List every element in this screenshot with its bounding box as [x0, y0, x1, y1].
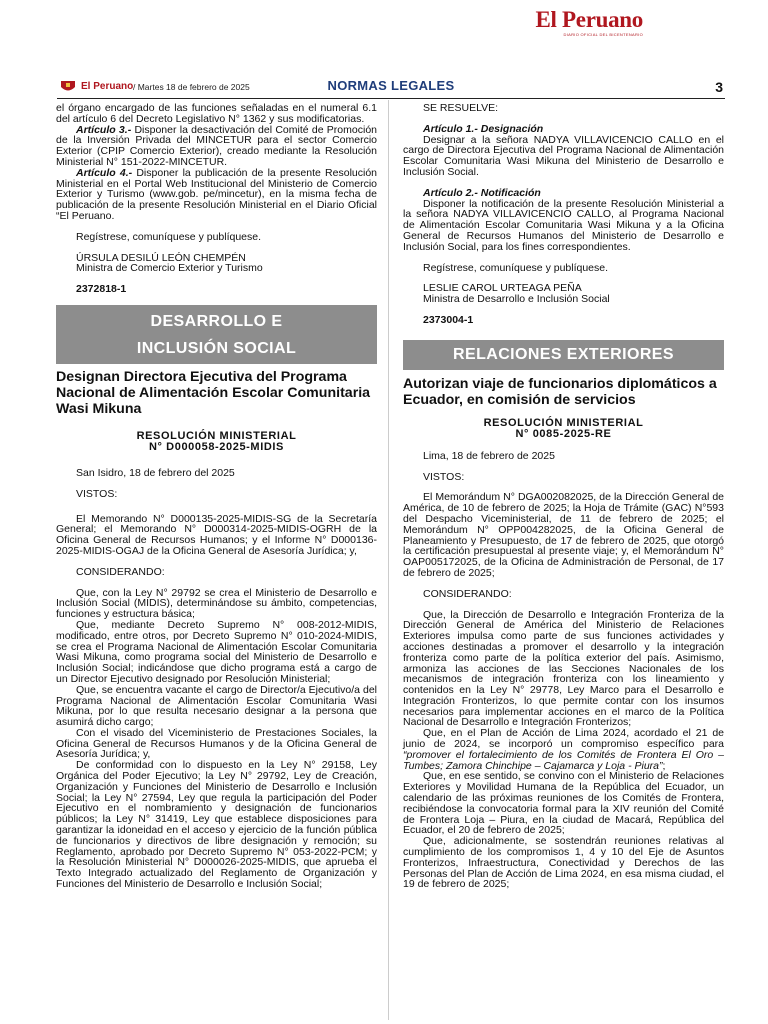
vistos-label: VISTOS: — [76, 487, 118, 500]
el-peruano-logo: El Peruano — [535, 7, 643, 32]
resolution-number: N° 0085-2025-RE — [515, 428, 612, 441]
considerando-text: Que, en el Plan de Acción de Lima 2024, acordado el 21 de junio de 2024, se incorporó un compromiso específico para — [403, 727, 724, 751]
masthead — [535, 8, 643, 37]
publication-code: 2372818-1 — [76, 283, 127, 296]
right-column — [403, 103, 724, 890]
resolution-title: RESOLUCIÓN MINISTERIAL — [483, 416, 644, 429]
page-number: 3 — [715, 79, 723, 95]
article-label: Artículo 3.- — [76, 123, 132, 136]
signer-name: ÚRSULA DESILÚ LEÓN CHEMPÉN — [76, 251, 246, 264]
considerando-paragraph: Que, se encuentra vacante el cargo de Director/a Ejecutivo/a del Programa Nacional de Alimentación Escolar Comunitaria Wasi Mikuna, por lo que resulta necesario designar a la persona que asumirá dicho cargo; — [56, 683, 377, 729]
left-column — [56, 103, 377, 890]
section-title: NORMAS LEGALES — [327, 78, 455, 93]
section-banner: RELACIONES EXTERIORES — [403, 340, 724, 370]
header-brand: El Peruano — [81, 81, 134, 92]
vistos-text: El Memorándum N° DGA002082025, de la Dirección General de América, de 10 de febrero de 2025; la Hoja de Trámite (GAC) N°593 del Despacho Viceministerial, de 11 de febrero de 2025; el Memorándum N° OPP004282025, de la Oficina General de Planeamiento y Presupuesto, de 17 de febrero de 2025, que otorgó la certificación presupuestal al presente viaje; y, el Memorándum N° OAP005172025, de la Oficina de Administración de Personal, de 17 de febrero de 2025; — [403, 491, 724, 579]
registrese-line: Regístrese, comuníquese y publíquese. — [423, 261, 609, 274]
considerando-paragraph: Que, con la Ley N° 29792 se crea el Ministerio de Desarrollo e Inclusión Social (MIDIS), determinándose su ámbito, competencias, funciones y estructura básica; — [56, 586, 377, 621]
article-2-label — [403, 188, 724, 199]
article-label: Artículo 4.- — [76, 166, 133, 179]
masthead-tagline: DIARIO OFICIAL DEL BICENTENARIO — [563, 32, 643, 37]
considerando-label: CONSIDERANDO: — [423, 587, 512, 600]
article-4 — [56, 168, 377, 222]
banner-line: DESARROLLO E — [150, 312, 283, 330]
place-date: Lima, 18 de febrero de 2025 — [423, 449, 555, 462]
considerando-paragraph: De conformidad con lo dispuesto en la Ley N° 29158, Ley Orgánica del Poder Ejecutivo; la Ley N° 29792, Ley de Creación, Organización y Funciones del Ministerio de Desarrollo e Inclusión Social; la Ley N° 27594, Ley que regula la participación del Poder Ejecutivo en el nombramiento y designación de funcionarios públicos; la Ley N° 31419, Ley que establece disposiciones para garantizar la idoneidad en el acceso y ejercicio de la función pública de funcionarios y directivos de libre designación y remoción; su Reglamento, aprobado por Decreto Supremo N° 053-2022-PCM; y la Resolución Ministerial N° D000026-2025-MIDIS, que aprueba el Texto Integrado actualizado del Reglamento de Organización y Funciones del Ministerio de Desarrollo e Inclusión Social; — [56, 759, 377, 891]
article-headline: Autorizan viaje de funcionarios diplomáticos a Ecuador, en comisión de servicios — [403, 375, 717, 408]
article-label: Artículo 1.- Designación — [423, 122, 544, 135]
considerando-paragraph: Con el visado del Viceministerio de Prestaciones Sociales, la Oficina General de Recursos Humanos y de la Oficina General de Asesoría Jurídica; y, — [56, 726, 377, 761]
article-2-text: Disponer la notificación de la presente Resolución Ministerial a la señora NADYA VILLAVICENCIO CALLO, al Programa Nacional de Alimentación Escolar Comunitaria Wasi Mikuna y a la Oficina General de Recursos Humanos del Ministerio de Desarrollo e Inclusión Social, para los fines correspondientes. — [403, 197, 724, 253]
considerando-paragraph — [403, 728, 724, 771]
place-date: San Isidro, 18 de febrero del 2025 — [76, 466, 235, 479]
registrese-line: Regístrese, comuníquese y publíquese. — [76, 230, 262, 243]
banner-line: INCLUSIÓN SOCIAL — [136, 339, 297, 357]
signer-title: Ministra de Desarrollo e Inclusión Social — [423, 293, 610, 306]
vistos-text: El Memorando N° D000135-2025-MIDIS-SG de la Secretaría General; el Memorando N° D000314-2025-MIDIS-OGRH de la Oficina General de Recursos Humanos; y el Informe N° D000136-2025-MIDIS-OGAJ de la Oficina General de Asesoría Jurídica; y, — [56, 512, 377, 557]
article-3 — [56, 125, 377, 168]
considerando-paragraph: Que, mediante Decreto Supremo N° 008-2012-MIDIS, modificado, entre otros, por Decreto Supremo N° 010-2024-MIDIS, se crea el Programa Nacional de Alimentación Escolar Comunitaria Wasi Mikuna, como programa social del Ministerio de Desarrollo e Inclusión Social; indicándose que dicho programa está a cargo de un Director Ejecutivo designado por Resolución Ministerial; — [56, 618, 377, 685]
resolution-number: N° D000058-2025-MIDIS — [148, 441, 284, 454]
se-resuelve: SE RESUELVE: — [423, 102, 499, 114]
considerando-paragraph: Que, en ese sentido, se convino con el Ministerio de Relaciones Exteriores y Movilidad Humana de la República del Ecuador, un calendario de las próximas reuniones de los Comités de Frontera, recibiéndose la convocatoria formal para la XIV reunión del Comité de Frontera Loja – Piura, en la ciudad de Macará, República del Ecuador, el 20 de febrero de 2025; — [403, 770, 724, 837]
article-label: Artículo 2.- Notificación — [423, 186, 541, 199]
article-headline: Designan Directora Ejecutiva del Programa Nacional de Alimentación Escolar Comunitaria Wasi Mikuna — [56, 368, 371, 417]
page-header — [57, 78, 725, 99]
publication-code: 2373004-1 — [423, 313, 474, 326]
vistos-label: VISTOS: — [423, 470, 465, 483]
article-text: Disponer la publicación de la presente Resolución Ministerial en el Portal Web Institucional del Ministerio de Comercio Exterior y Turismo (www.gob. pe/mincetur), en la misma fecha de publicación de la presente Resolución Ministerial en el Diario Oficial “El Peruano. — [56, 166, 378, 222]
article-1-text: Designar a la señora NADYA VILLAVICENCIO CALLO en el cargo de Directora Ejecutiva del Programa Nacional de Alimentación Escolar Comunitaria Wasi Mikuna del Ministerio de Desarrollo e Inclusión Social. — [403, 133, 724, 178]
resolution-title: RESOLUCIÓN MINISTERIAL — [136, 429, 297, 442]
column-divider — [388, 100, 389, 1020]
considerando-label: CONSIDERANDO: — [76, 565, 165, 578]
considerando-paragraph: Que, adicionalmente, se sostendrán reuniones relativas al cumplimiento de los compromisos 1, 4 y 10 del Eje de Asuntos Fronterizos, Infraestructura, Conectividad y Derechos de las Personas del Plan de Acción de Lima 2024, en esa misma ciudad, el 19 de febrero de 2025; — [403, 835, 724, 891]
header-date: / Martes 18 de febrero de 2025 — [133, 82, 250, 92]
considerando-quote: “promover el fortalecimiento de los Comités de Frontera El Oro – Tumbes; Zamora Chinchipe – Cajamarca y Loja - Piura” — [403, 748, 724, 772]
considerando-text: ; — [662, 759, 666, 772]
article-1-label — [403, 124, 724, 135]
considerando-paragraph: Que, la Dirección de Desarrollo e Integración Fronteriza de la Dirección General de América del Ministerio de Relaciones Exteriores impulsa como parte de sus funciones actividades y acciones destinadas a promover el desarrollo y la integración fronteriza como parte de la política exterior del país. Asimismo, armoniza las acciones de las Secciones Nacionales de los mecanismos de integración fronteriza con los lineamiento y contenidos en la Ley N° 29778, Ley Marco para el Desarrollo e Integración Fronterizos, lo que permite contar con los insumos necesarios para implementar acciones en el marco de la Política Nacional de Desarrollo e Integración Fronterizos; — [403, 608, 724, 729]
signer-name: LESLIE CAROL URTEAGA PEÑA — [423, 282, 582, 295]
article-text: Disponer la desactivación del Comité de Promoción de la Inversión Privada del MINCETUR para el sector Comercio Exterior (CPIP Comercio Exterior), creado mediante la Resolución Ministerial N° 151-2022-MINCETUR. — [56, 123, 377, 168]
signer-title: Ministra de Comercio Exterior y Turismo — [76, 262, 263, 275]
section-banner — [56, 305, 377, 364]
paragraph: el órgano encargado de las funciones señaladas en el numeral 6.1 del artículo 6 del Decreto Legislativo N° 1362 y sus modificatorias. — [56, 102, 377, 125]
